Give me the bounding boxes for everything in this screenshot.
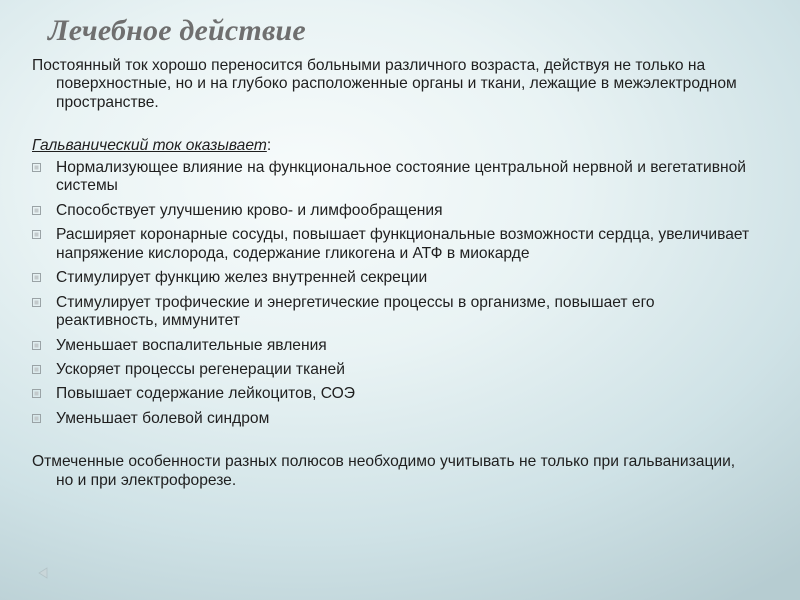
list-item-text: Ускоряет процессы регенерации тканей	[56, 360, 345, 378]
list-item	[32, 337, 752, 355]
list-item-text: Расширяет коронарные сосуды, повышает функциональные возможности сердца, увеличивает напряжение кислорода, содержание гликогена и АТФ в миокарде	[56, 226, 750, 262]
list-item	[32, 385, 752, 403]
bullet-square-icon	[32, 163, 41, 172]
list-item-text: Нормализующее влияние на функциональное состояние центральной нервной и вегетативной системы	[56, 159, 746, 195]
list-item	[32, 269, 752, 287]
bullet-square-icon	[32, 298, 41, 307]
slide-title: Лечебное действие	[48, 14, 306, 47]
list-item	[32, 361, 752, 379]
bullet-square-icon	[32, 206, 41, 215]
bullet-square-icon	[32, 389, 41, 398]
list-item	[32, 226, 752, 263]
bullet-square-icon	[32, 414, 41, 423]
list-item	[32, 202, 752, 220]
list-item	[32, 159, 752, 196]
list-item	[32, 410, 752, 428]
subheading-text: Гальванический ток оказывает	[32, 136, 267, 154]
slide-body	[32, 57, 752, 490]
bullet-square-icon	[32, 273, 41, 282]
bullet-square-icon	[32, 365, 41, 374]
nav-left-arrow-icon[interactable]	[38, 566, 48, 578]
effects-list	[32, 159, 752, 428]
bullet-square-icon	[32, 341, 41, 350]
list-item	[32, 294, 752, 331]
subheading-colon: :	[266, 136, 272, 154]
list-item-text: Уменьшает воспалительные явления	[56, 336, 327, 354]
bullet-square-icon	[32, 230, 41, 239]
list-item-text: Стимулирует функцию желез внутренней секреции	[56, 269, 428, 287]
subheading	[32, 137, 752, 155]
closing-paragraph: Отмеченные особенности разных полюсов необходимо учитывать не только при гальванизации, но и при электрофорезе.	[32, 453, 736, 489]
list-item-text: Повышает содержание лейкоцитов, СОЭ	[56, 385, 355, 403]
list-item-text: Способствует улучшению крово- и лимфообращения	[56, 201, 443, 219]
intro-paragraph: Постоянный ток хорошо переносится больными различного возраста, действуя не только на поверхностные, но и на глубоко расположенные органы и ткани, лежащие в межэлектродном пространстве.	[32, 57, 737, 111]
list-item-text: Стимулирует трофические и энергетические процессы в организме, повышает его реактивность, иммунитет	[56, 293, 655, 330]
list-item-text: Уменьшает болевой синдром	[56, 409, 270, 427]
